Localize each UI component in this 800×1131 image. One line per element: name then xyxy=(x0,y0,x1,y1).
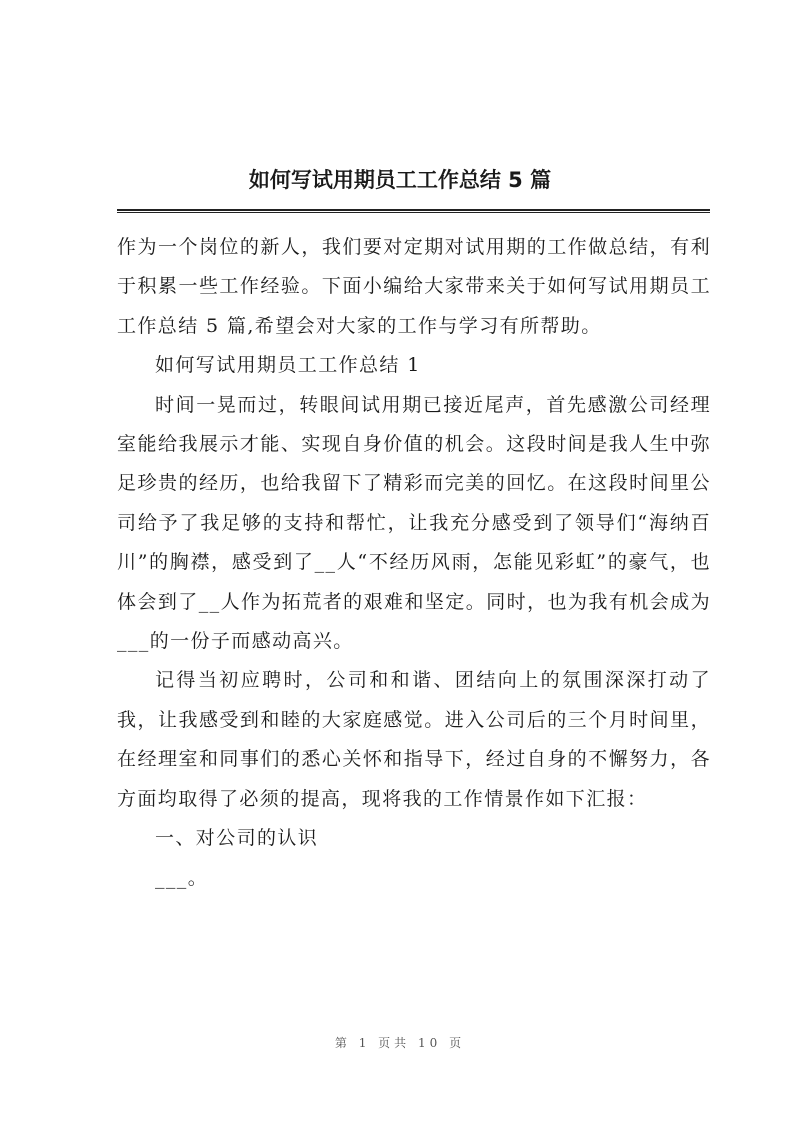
body-paragraph: ___。 xyxy=(155,866,209,889)
section-heading: 如何写试用期员工工作总结 1 xyxy=(155,354,421,377)
intro-paragraph: 作为一个岗位的新人，我们要对定期对试用期的工作做总结，有利于积累一些工作经验。下面小编给大家带来关于如何写试用期员工工作总结 5 篇,希望会对大家的工作与学习有所帮助。 xyxy=(117,236,711,337)
body-paragraph: 记得当初应聘时，公司和和谐、团结向上的氛围深深打动了我，让我感受到和睦的大家庭感觉。进入公司后的三个月时间里，在经理室和同事们的悉心关怀和指导下，经过自身的不懈努力，各方面均取得了必须的提高，现将我的工作情景作如下汇报： xyxy=(117,669,711,810)
body-paragraph: 时间一晃而过，转眼间试用期已接近尾声，首先感激公司经理室能给我展示才能、实现自身价值的机会。这段时间是我人生中弥足珍贵的经历，也给我留下了精彩而完美的回忆。在这段时间里公司给予了我足够的支持和帮忙，让我充分感受到了领导们“海纳百川”的胸襟，感受到了__人“不经历风雨，怎能见彩虹”的豪气，也体会到了__人作为拓荒者的艰难和坚定。同时，也为我有机会成为___的一份子而感动高兴。 xyxy=(117,393,711,653)
title-divider xyxy=(117,209,710,213)
subsection-heading: 一、对公司的认识 xyxy=(155,827,319,850)
document-body xyxy=(117,228,711,898)
document-title: 如何写试用期员工工作总结 5 篇 xyxy=(248,168,552,192)
page-footer: 第 1 页共 10 页 xyxy=(334,1036,466,1050)
